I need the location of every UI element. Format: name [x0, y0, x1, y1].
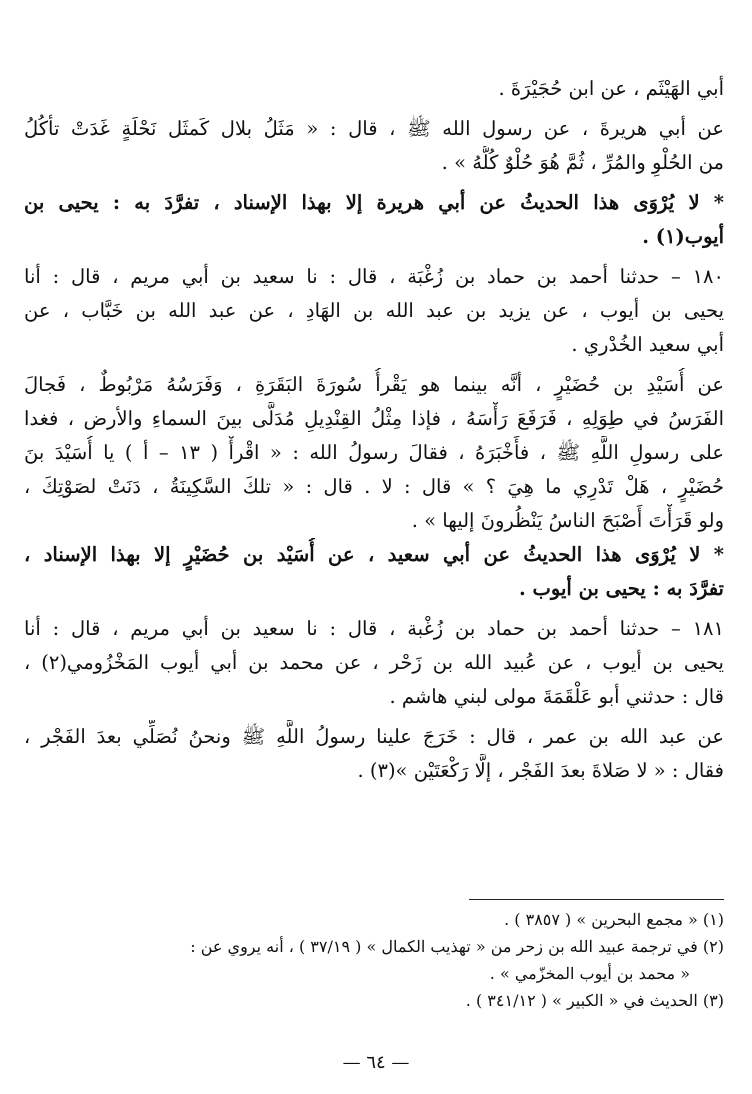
- footnote-3: (٣) الحديث في « الكبير » ( ٣٤١/١٢ ) .: [465, 991, 724, 1010]
- hadith-181-line-3: قال : حدثني أبو عَلْقَمَةَ مولى لبني هاشم .: [389, 685, 724, 708]
- text-line-2: عن أبي هريرةَ ، عن رسول الله ﷺ ، قال : « مَثَلُ بلال كَمثَل نَحْلَةٍ غَدَتْ تأكُلُ: [24, 117, 724, 140]
- text-line-1: أبي الهَيْثَم ، عن ابن حُجَيْرَةَ .: [498, 77, 724, 100]
- text-line-3: من الحُلْوِ والمُرِّ ، ثُمَّ هُوَ حُلْوٌ كُلُّهُ » .: [441, 151, 724, 174]
- main-text: [24, 72, 724, 788]
- hadith-181-text-2: فقال : « لا صَلاةَ بعدَ الفَجْر ، إلَّا رَكْعَتَيْن »(٣) .: [357, 759, 724, 782]
- hadith-180-text-5: ولو قَرَأْتَ أَصْبَحَ الناسُ يَنْظُرونَ إليها » .: [411, 509, 724, 532]
- hadith-181-line-1: ١٨١ – حدثنا أحمد بن حماد بن زُغْبة ، قال : نا سعيد بن أبي مريم ، قال : أنا: [24, 617, 724, 640]
- footnotes: [24, 906, 724, 1014]
- footnote-1: (١) « مجمع البحرين » ( ٣٨٥٧ ) .: [504, 910, 724, 929]
- text-line-4: * لا يُرْوَى هذا الحديثُ عن أبي هريرة إلا بهذا الإسناد ، تفرَّدَ به : يحيى بن: [24, 191, 724, 214]
- hadith-181-line-2: يحيى بن أيوب ، عن عُبيد الله بن زَحْر ، عن محمد بن أبي أيوب المَخْزُومي(٢) ،: [24, 651, 724, 674]
- hadith-180-line-2: يحيى بن أيوب ، عن يزيد بن عبد الله بن الهَادِ ، عن عبد الله بن خَبَّاب ، عن: [24, 299, 724, 322]
- text-line-5: أيوب(١) .: [642, 225, 724, 248]
- hadith-180-text-4: حُضَيْرٍ ، هَلْ تَدْرِي ما هِيَ ؟ » قال : لا . قال : « تلكَ السَّكِينَةُ ، دَنَتْ لصَوْتِكَ ،: [24, 475, 724, 498]
- footnote-2: (٢) في ترجمة عبيد الله بن زحر من « تهذيب الكمال » ( ٣٧/١٩ ) ، أنه يروي عن :: [190, 937, 724, 956]
- page-number: — ٦٤ —: [342, 1052, 410, 1073]
- hadith-180-text-1: عن أُسَيْدِ بن حُضَيْرٍ ، أنَّه بينما هو يَقْرأُ سُورَةَ البَقَرَةِ ، وَفَرَسُهُ مَرْبُوطٌ ، فَجالَ: [24, 373, 724, 396]
- note-180-line-2: تفرَّدَ به : يحيى بن أيوب .: [518, 577, 724, 600]
- hadith-181-text-1: عن عبد الله بن عمر ، قال : خَرَجَ علينا رسولُ اللَّهِ ﷺ ونحنُ نُصَلِّي بعدَ الفَجْر ،: [24, 725, 724, 748]
- hadith-180-text-3: على رسولِ اللَّهِ ﷺ ، فأَخْبَرَهُ ، فقالَ رسولُ الله : « اقْرأْ ( ١٣ – أ ) يا أُسَيْدَ بنَ: [24, 441, 724, 464]
- footnote-2-continuation: « محمد بن أيوب المخزّمي » .: [489, 964, 690, 983]
- note-180-line-1: * لا يُرْوَى هذا الحديثُ عن أبي سعيد ، عن أُسَيْد بن حُضَيْرٍ إلا بهذا الإسناد ،: [24, 543, 724, 566]
- hadith-180-text-2: الفَرَسُ في طِوَلِهِ ، فَرَفَعَ رَأْسَهُ ، فإذا مِثْلُ القِنْدِيلِ مُدَلًّى بينَ السماءِ والأرض ، فغدا: [24, 407, 724, 430]
- hadith-180-line-3: أبي سعيد الخُدْري .: [571, 333, 724, 356]
- hadith-180-line-1: ١٨٠ – حدثنا أحمد بن حماد بن زُغْبَة ، قال : نا سعيد بن أبي مريم ، قال : أنا: [24, 265, 724, 288]
- footnote-divider: [469, 899, 724, 900]
